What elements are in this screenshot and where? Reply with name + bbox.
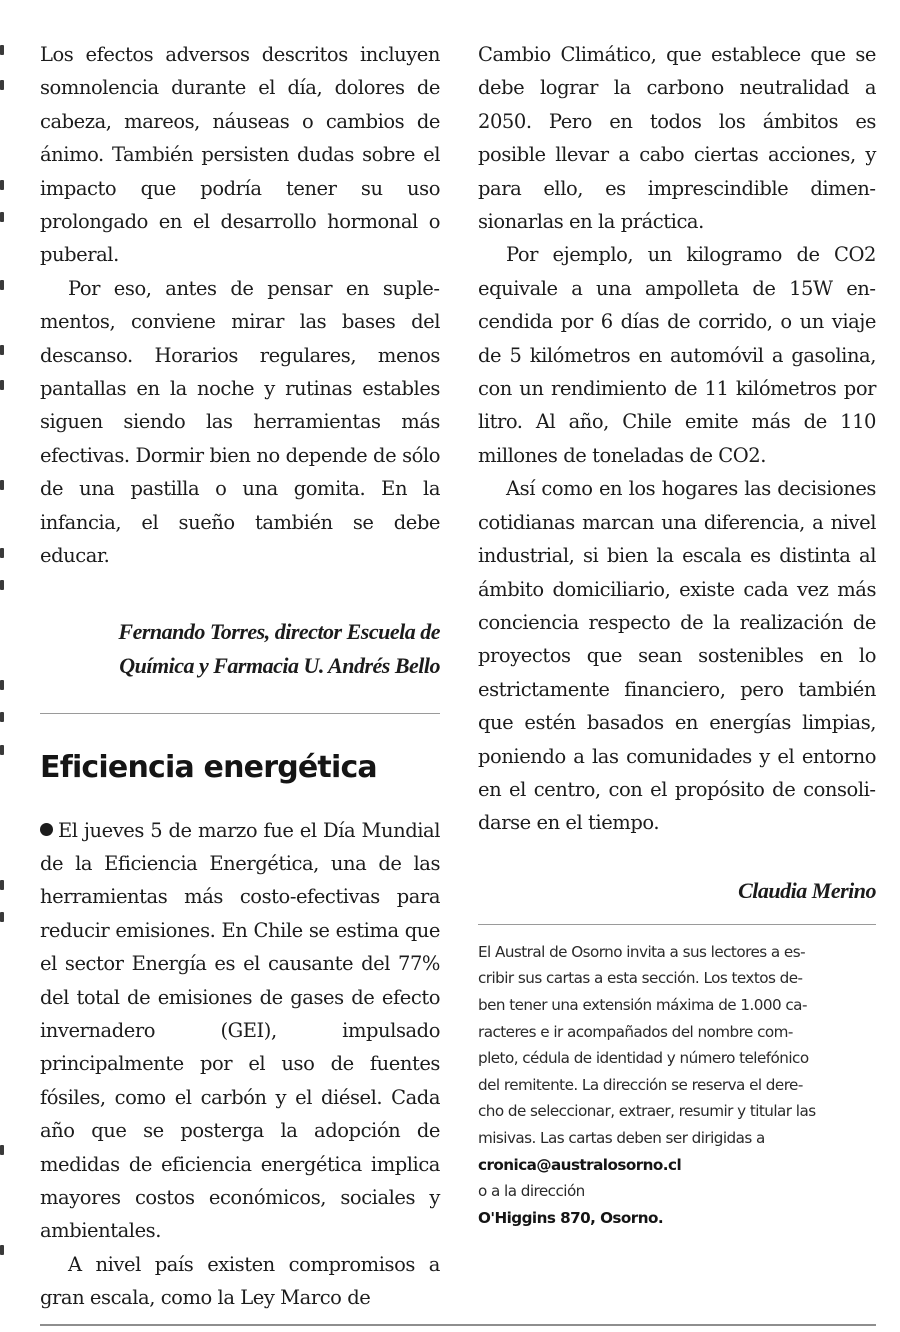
letter-paragraph-7: Así como en los hogares las decisiones cotidianas marcan una diferencia, a nivel industrial, si bien la escala es distinta al ámbito domiciliario, existe cada vez más conciencia respecto de la realización de proyectos que sean sostenibles en lo estrictamente financiero, pero también que estén basados en energías limpias, poniendo a las comunidades y el entorno en el centro, con el propósito de consolidarse en el tiempo. [478,477,876,835]
notice-line: o a la dirección [478,1182,585,1201]
section-title: Eficiencia energética [40,749,377,785]
left-column [40,38,440,1315]
author-signature-line-2: Química y Farmacia U. Andrés Bello [119,652,440,678]
notice-line: pleto, cédula de identidad y número telefónico [478,1049,809,1068]
letter-paragraph-5: Cambio Climático, que establece que se debe lograr la carbono neutralidad a 2050. Pero en todos los ámbitos es posible llevar a cabo ciertas acciones, y para ello, es imprescindible dimensionarlas en la práctica. [478,43,876,234]
notice-line: misivas. Las cartas deben ser dirigidas a [478,1128,765,1147]
letter-paragraph-1: Los efectos adversos descritos incluyen somnolencia durante el día, dolores de cabeza, mareos, náuseas o cambios de ánimo. También persisten dudas sobre el impacto que podría tener su uso prolongado en el desarrollo hormonal o puberal. [40,43,440,267]
notice-email-link[interactable]: cronica@australosorno.cl [478,1155,682,1174]
notice-line: cribir sus cartas a esta sección. Los textos de- [478,969,803,988]
letter-paragraph-2: Por eso, antes de pensar en suplementos, conviene mirar las bases del descanso. Horarios regulares, menos pantallas en la noche y rutinas estables siguen siendo las herramientas más efectivas. Dormir bien no depende de sólo de una pastilla o una gomita. En la infancia, el sueño también se debe educar. [40,276,440,568]
notice-line: El Austral de Osorno invita a sus lectores a es- [478,942,805,961]
section-divider [40,713,440,714]
letter-paragraph-4: A nivel país existen compromisos a gran escala, como la Ley Marco de [40,1252,440,1310]
letter-paragraph-3 [40,814,440,1248]
notice-address: O'Higgins 870, Osorno. [478,1208,664,1227]
bullet-dot-icon [40,823,53,836]
notice-line: del remitente. La dirección se reserva el dere- [478,1075,803,1094]
reader-letters-notice [478,939,876,1232]
notice-line: cho de seleccionar, extraer, resumir y titular las [478,1102,816,1121]
notice-line: ben tener una extensión máxima de 1.000 ca- [478,995,807,1014]
letter-paragraph-3-text: El jueves 5 de marzo fue el Día Mundial de la Eficiencia Energética, una de las herramientas más costo-efectivas para reducir emisiones. En Chile se estima que el sector Energía es el causante del 77% del total de emisiones de gases de efecto invernadero (GEI), impulsado principalmente por el uso de fuentes fósiles, como el carbón y el diésel. Cada año que se posterga la adopción de medidas de eficiencia energética implica mayores costos económicos, sociales y ambientales. [40,818,440,1243]
right-column [478,38,876,1231]
notice-divider [478,924,876,925]
left-margin-cropped-column-marks [0,0,6,1332]
bottom-rule [40,1324,876,1326]
notice-line: racteres e ir acompañados del nombre com- [478,1022,793,1041]
author-signature-line-1: Fernando Torres, director Escuela de [118,618,440,644]
author-signature: Claudia Merino [738,877,876,903]
letter-paragraph-6: Por ejemplo, un kilogramo de CO2 equivale a una ampolleta de 15W encendida por 6 días de corrido, o un viaje de 5 kilómetros en automóvil a gasolina, con un rendimiento de 11 kilómetros por litro. Al año, Chile emite más de 110 millones de toneladas de CO2. [478,243,876,467]
